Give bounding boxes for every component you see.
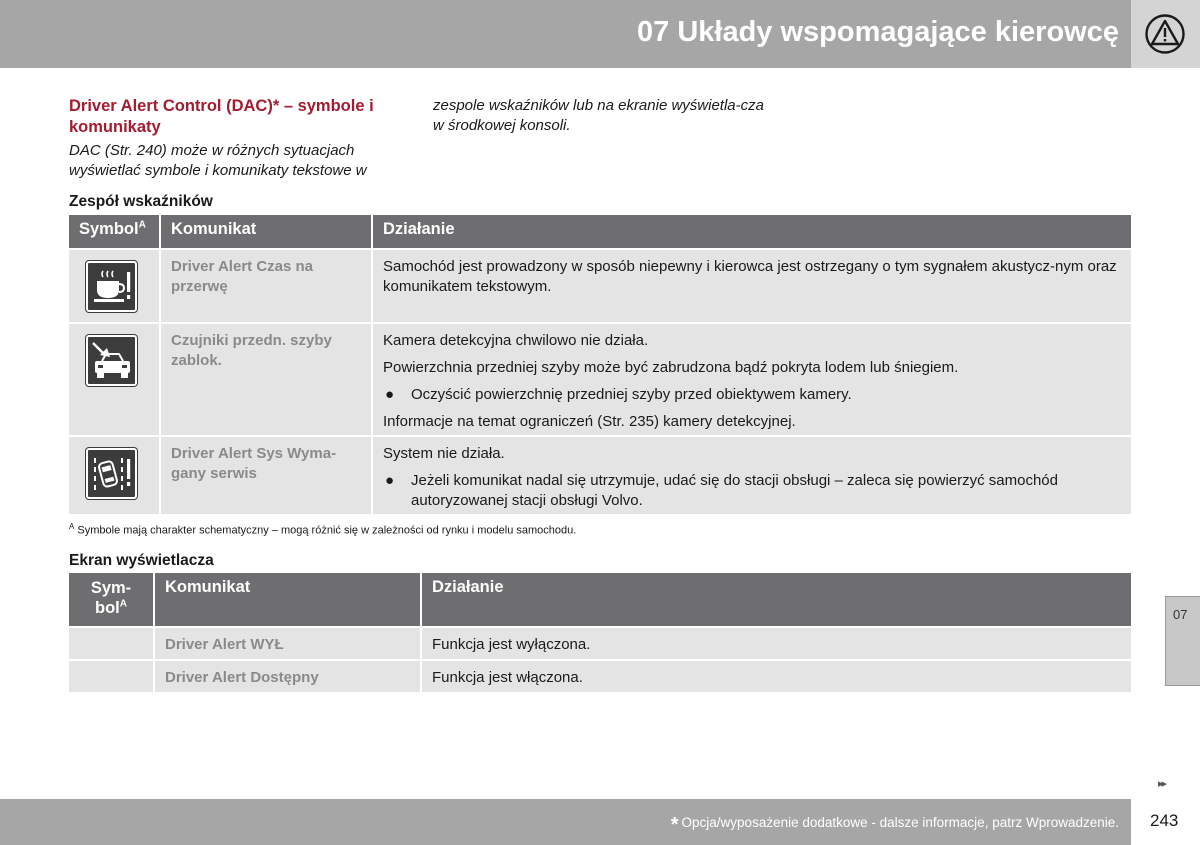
col-action-header: Działanie — [373, 215, 1131, 248]
col-message-header: Komunikat — [155, 573, 422, 626]
table-header-row — [69, 215, 1131, 248]
header-icon-box — [1131, 0, 1200, 68]
table1-heading: Zespół wskaźników — [69, 193, 213, 210]
message-cell: Driver Alert Sys Wyma-gany serwis — [161, 437, 373, 514]
page-number: 243 — [1150, 811, 1179, 830]
action-text: Informacje na temat ograniczeń (Str. 235) kamery detekcyjnej. — [383, 413, 796, 430]
table-header-row — [69, 573, 1131, 626]
double-arrow-right-icon: ▸▸ — [1158, 778, 1166, 790]
message-cell: Driver Alert WYŁ — [155, 628, 422, 659]
action-cell — [373, 250, 1131, 322]
symbol-cell — [69, 437, 161, 514]
action-text: Powierzchnia przedniej szyby może być zabrudzona bądź pokryta lodem lub śniegiem. — [383, 359, 959, 376]
col-symbol-header: Sym- bol$^A$ — [69, 573, 155, 626]
intro-text-left: DAC (Str. 240) może w różnych sytuacjach wyświetlać symbole i komunikaty tekstowe w — [69, 142, 367, 179]
bullet-icon: ● — [385, 472, 395, 489]
chapter-side-tab[interactable]: 07 — [1165, 596, 1200, 686]
coffee-cup-warning-icon — [86, 261, 137, 312]
windscreen-camera-icon — [86, 335, 137, 386]
message-cell: Driver Alert Czas na przerwę — [161, 250, 373, 322]
symbol-cell — [69, 324, 161, 435]
section-title: Driver Alert Control (DAC)* – symbole i komunikaty — [69, 97, 374, 136]
action-text: System nie działa. — [383, 445, 505, 462]
action-text: Samochód jest prowadzony w sposób niepewny i kierowca jest ostrzegany o tym sygnałem akustycz-nym oraz komunikatem tekstowym. — [383, 258, 1117, 295]
action-cell: Funkcja jest włączona. — [422, 661, 1131, 692]
intro-text-right: zespole wskaźników lub na ekranie wyświetla-cza w środkowej konsoli. — [433, 97, 764, 134]
message-cell: Czujniki przedn. szyby zablok. — [161, 324, 373, 435]
action-bullet: ● Jeżeli komunikat nadal się utrzymuje, udać się do stacji obsługi – zaleca się powierzyć samochód autoryzowanej stacji obsługi Volvo. — [385, 472, 1058, 509]
symbol-cell — [69, 250, 161, 322]
col-action-header: Działanie — [422, 573, 1131, 626]
table-row — [69, 661, 1131, 692]
table2-heading: Ekran wyświetlacza — [69, 552, 214, 569]
action-text: Kamera detekcyjna chwilowo nie działa. — [383, 332, 649, 349]
action-bullet: ● Oczyścić powierzchnię przedniej szyby przed obiektywem kamery. — [385, 386, 852, 403]
col-message-header: Komunikat — [161, 215, 373, 248]
lane-car-warning-icon — [86, 448, 137, 499]
footnote: $^A$ Symbole mają charakter schematyczny – mogą różnić się w zależności od rynku i modelu samochodu. — [69, 522, 577, 537]
symbol-cell — [69, 628, 155, 659]
chapter-title: 07 Układy wspomagające kierowcę — [637, 16, 1119, 48]
table-row — [69, 628, 1131, 659]
symbol-cell — [69, 661, 155, 692]
action-cell: Funkcja jest wyłączona. — [422, 628, 1131, 659]
warning-triangle-icon — [1144, 14, 1186, 54]
table-row — [69, 250, 1131, 322]
col-symbol-header: Symbol$^A$ — [69, 215, 161, 248]
action-cell — [373, 324, 1131, 435]
table-row — [69, 324, 1131, 435]
message-cell: Driver Alert Dostępny — [155, 661, 422, 692]
footer-note: * Opcja/wyposażenie dodatkowe - dalsze informacje, patrz Wprowadzenie. — [670, 814, 1119, 836]
bullet-icon: ● — [385, 386, 395, 403]
action-cell — [373, 437, 1131, 514]
table-row — [69, 437, 1131, 514]
